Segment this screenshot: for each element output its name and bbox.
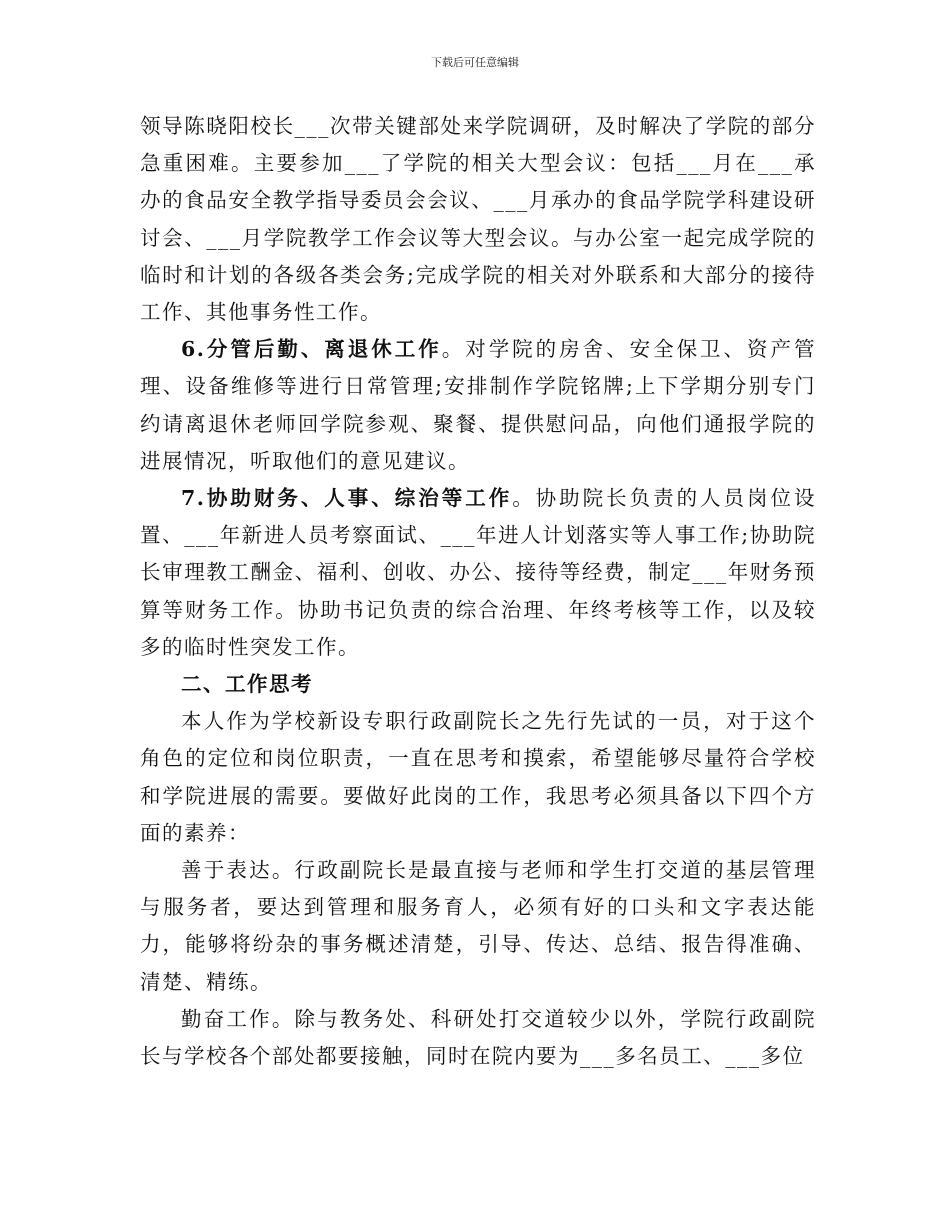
paragraph-text: 善于表达。行政副院长是最直接与老师和学生打交道的基层管理与服务者，要达到管理和服务育人，必须有好的口头和文字表达能力，能够将纷杂的事务概述清楚，引导、传达、总结、报告得准确、清楚、精练。 bbox=[140, 858, 816, 994]
paragraph-1 bbox=[140, 108, 816, 331]
paragraph-text: 勤奋工作。除与教务处、科研处打交道较少以外，学院行政副院长与学校各个部处都要接触，同时在院内要为___多名员工、___多位 bbox=[140, 1006, 816, 1069]
paragraph-finance bbox=[140, 480, 816, 666]
section-heading bbox=[140, 666, 816, 703]
page-header: 下载后可任意编辑 bbox=[431, 56, 519, 69]
paragraph-logistics bbox=[140, 331, 816, 480]
paragraph-text: 。协助院长负责的人员岗位设置、___年新进人员考察面试、___年进人计划落实等人事工作;协助院长审理教工酬金、福利、创收、办公、接待等经费，制定___年财务预算等财务工作。协助书记负责的综合治理、年终考核等工作，以及较多的临时性突发工作。 bbox=[140, 486, 816, 659]
section-heading-text: 二、工作思考 bbox=[181, 672, 313, 697]
document-body bbox=[140, 108, 816, 1075]
paragraph-diligence bbox=[140, 1001, 816, 1075]
paragraph-text: 。对学院的房舍、安全保卫、资产管理、设备维修等进行日常管理;安排制作学院铭牌;上下学期分别专门约请离退休老师回学院参观、聚餐、提供慰问品，向他们通报学院的进展情况，听取他们的意见建议。 bbox=[140, 337, 816, 473]
paragraph-text: 本人作为学校新设专职行政副院长之先行先试的一员，对于这个角色的定位和岗位职责，一直在思考和摸索，希望能够尽量符合学校和学院进展的需要。要做好此岗的工作，我思考必须具备以下四个方面的素养： bbox=[140, 709, 816, 845]
paragraph-text: 领导陈晓阳校长___次带关键部处来学院调研，及时解决了学院的部分急重困难。主要参加___了学院的相关大型会议：包括___月在___承办的食品安全教学指导委员会会议、___月承办的食品学院学科建设研讨会、___月学院教学工作会议等大型会议。与办公室一起完成学院的临时和计划的各级各类会务;完成学院的相关对外联系和大部分的接待工作、其他事务性工作。 bbox=[140, 114, 816, 325]
paragraph-heading: 6.分管后勤、离退休工作 bbox=[181, 337, 442, 362]
paragraph-heading: 7.协助财务、人事、综治等工作 bbox=[181, 486, 513, 511]
paragraph-reflection bbox=[140, 703, 816, 852]
paragraph-expression bbox=[140, 852, 816, 1001]
